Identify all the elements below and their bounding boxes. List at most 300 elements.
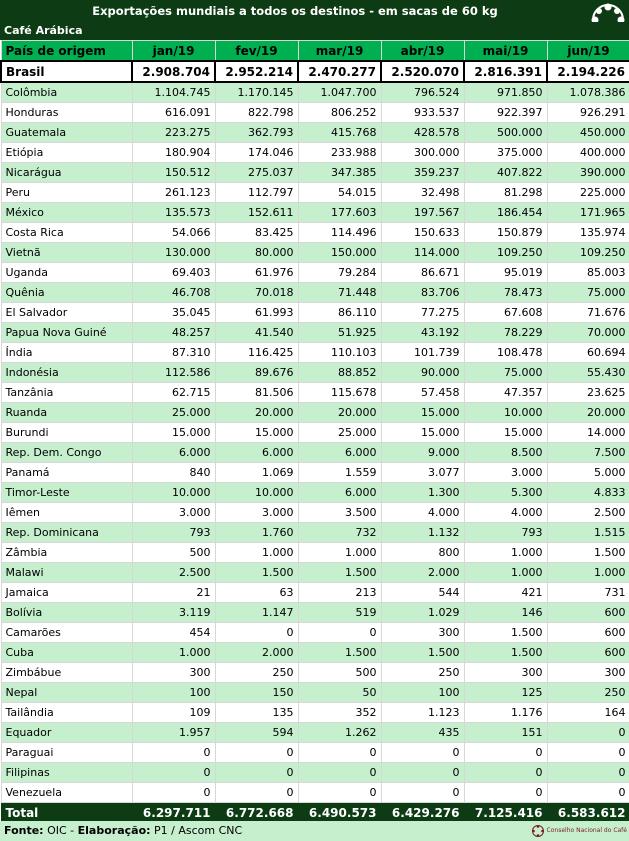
value-cell: 600 [547,643,629,663]
country-name: Ruanda [1,403,132,423]
value-cell: 1.760 [215,523,298,543]
value-cell: 5.300 [464,483,547,503]
value-cell: 130.000 [132,243,215,263]
country-name: Índia [1,343,132,363]
country-name: México [1,203,132,223]
value-cell: 51.925 [298,323,381,343]
table-row [1,143,629,163]
table-row [1,683,629,703]
value-cell: 2.194.226 [547,61,629,82]
value-cell: 1.000 [547,563,629,583]
value-cell: 428.578 [381,123,464,143]
table-row [1,203,629,223]
value-cell: 14.000 [547,423,629,443]
value-cell: 63 [215,583,298,603]
table-row [1,323,629,343]
value-cell: 822.798 [215,103,298,123]
table-row [1,303,629,323]
table-row [1,463,629,483]
value-cell: 6.000 [298,483,381,503]
value-cell: 3.500 [298,503,381,523]
value-cell: 1.078.386 [547,82,629,103]
country-name: Rep. Dem. Congo [1,443,132,463]
value-cell: 250 [547,683,629,703]
country-name: Colômbia [1,82,132,103]
value-cell: 23.625 [547,383,629,403]
value-cell: 95.019 [464,263,547,283]
value-cell: 0 [547,723,629,743]
value-cell: 114.000 [381,243,464,263]
column-header: mai/19 [464,41,547,62]
value-cell: 1.000 [298,543,381,563]
country-name: Bolívia [1,603,132,623]
value-cell: 0 [215,743,298,763]
value-cell: 0 [132,783,215,803]
value-cell: 435 [381,723,464,743]
exports-table [0,40,629,823]
value-cell: 300 [547,663,629,683]
country-name: Rep. Dominicana [1,523,132,543]
elaboration-value: P1 / Ascom CNC [154,824,243,837]
value-cell: 1.500 [464,643,547,663]
table-row [1,723,629,743]
value-cell: 177.603 [298,203,381,223]
page-title: Exportações mundiais a todos os destinos - em sacas de 60 kg [92,4,498,18]
value-cell: 75.000 [464,363,547,383]
value-cell: 20.000 [298,403,381,423]
value-cell: 15.000 [132,423,215,443]
value-cell: 0 [215,623,298,643]
value-cell: 2.816.391 [464,61,547,82]
value-cell: 1.000 [132,643,215,663]
value-cell: 25.000 [132,403,215,423]
value-cell: 67.608 [464,303,547,323]
value-cell: 55.430 [547,363,629,383]
value-cell: 43.192 [381,323,464,343]
value-cell: 15.000 [381,403,464,423]
total-value: 7.125.416 [464,803,547,823]
value-cell: 89.676 [215,363,298,383]
value-cell: 926.291 [547,103,629,123]
value-cell: 75.000 [547,283,629,303]
table-row [1,743,629,763]
value-cell: 48.257 [132,323,215,343]
country-name: Nepal [1,683,132,703]
value-cell: 6.000 [298,443,381,463]
value-cell: 0 [464,763,547,783]
value-cell: 83.425 [215,223,298,243]
value-cell: 46.708 [132,283,215,303]
value-cell: 100 [132,683,215,703]
total-value: 6.490.573 [298,803,381,823]
value-cell: 150 [215,683,298,703]
table-row [1,563,629,583]
source-label: Fonte: [4,824,44,837]
header-row [1,41,629,62]
value-cell: 135 [215,703,298,723]
value-cell: 150.000 [298,243,381,263]
value-cell: 223.275 [132,123,215,143]
value-cell: 793 [464,523,547,543]
country-name: Brasil [1,61,132,82]
value-cell: 0 [298,763,381,783]
country-name: Zâmbia [1,543,132,563]
value-cell: 2.500 [547,503,629,523]
value-cell: 616.091 [132,103,215,123]
value-cell: 1.029 [381,603,464,623]
table-row [1,82,629,103]
value-cell: 390.000 [547,163,629,183]
value-cell: 151 [464,723,547,743]
value-cell: 500.000 [464,123,547,143]
value-cell: 135.573 [132,203,215,223]
value-cell: 8.500 [464,443,547,463]
value-cell: 61.976 [215,263,298,283]
value-cell: 108.478 [464,343,547,363]
value-cell: 150.633 [381,223,464,243]
country-name: Venezuela [1,783,132,803]
value-cell: 600 [547,603,629,623]
country-name: Peru [1,183,132,203]
value-cell: 500 [298,663,381,683]
column-header: mar/19 [298,41,381,62]
country-name: Timor-Leste [1,483,132,503]
value-cell: 32.498 [381,183,464,203]
value-cell: 250 [381,663,464,683]
value-cell: 1.176 [464,703,547,723]
value-cell: 112.797 [215,183,298,203]
value-cell: 213 [298,583,381,603]
value-cell: 0 [132,763,215,783]
value-cell: 15.000 [381,423,464,443]
value-cell: 300 [381,623,464,643]
value-cell: 1.500 [298,643,381,663]
table-row [1,423,629,443]
value-cell: 1.500 [464,623,547,643]
value-cell: 86.671 [381,263,464,283]
value-cell: 500 [132,543,215,563]
value-cell: 80.000 [215,243,298,263]
value-cell: 35.045 [132,303,215,323]
value-cell: 110.103 [298,343,381,363]
total-row [1,803,629,823]
value-cell: 0 [547,783,629,803]
value-cell: 1.000 [215,543,298,563]
value-cell: 186.454 [464,203,547,223]
total-value: 6.772.668 [215,803,298,823]
value-cell: 114.496 [298,223,381,243]
value-cell: 21 [132,583,215,603]
value-cell: 78.229 [464,323,547,343]
table-row [1,763,629,783]
value-cell: 1.300 [381,483,464,503]
table-row-brasil [1,61,629,82]
table-row [1,503,629,523]
value-cell: 90.000 [381,363,464,383]
country-name: Vietnã [1,243,132,263]
table-row [1,543,629,563]
value-cell: 971.850 [464,82,547,103]
country-name: Jamaica [1,583,132,603]
value-cell: 544 [381,583,464,603]
value-cell: 197.567 [381,203,464,223]
value-cell: 101.739 [381,343,464,363]
table-row [1,103,629,123]
value-cell: 400.000 [547,143,629,163]
value-cell: 112.586 [132,363,215,383]
footer-logo-text: Conselho Nacional do Café [546,827,627,834]
value-cell: 70.000 [547,323,629,343]
elaboration-label: Elaboração: [77,824,151,837]
value-cell: 180.904 [132,143,215,163]
value-cell: 0 [132,743,215,763]
value-cell: 362.793 [215,123,298,143]
table-row [1,283,629,303]
country-name: Nicarágua [1,163,132,183]
value-cell: 109.250 [547,243,629,263]
value-cell: 4.000 [381,503,464,523]
column-header: jan/19 [132,41,215,62]
column-header: jun/19 [547,41,629,62]
value-cell: 225.000 [547,183,629,203]
table-row [1,223,629,243]
value-cell: 0 [215,783,298,803]
country-name: Cuba [1,643,132,663]
subtitle: Café Arábica [0,22,590,40]
value-cell: 78.473 [464,283,547,303]
value-cell: 731 [547,583,629,603]
value-cell: 109.250 [464,243,547,263]
value-cell: 421 [464,583,547,603]
country-name: Camarões [1,623,132,643]
value-cell: 415.768 [298,123,381,143]
value-cell: 3.000 [132,503,215,523]
value-cell: 83.706 [381,283,464,303]
value-cell: 3.077 [381,463,464,483]
table-row [1,183,629,203]
value-cell: 933.537 [381,103,464,123]
value-cell: 86.110 [298,303,381,323]
value-cell: 150.879 [464,223,547,243]
value-cell: 0 [464,743,547,763]
value-cell: 60.694 [547,343,629,363]
table-row [1,783,629,803]
value-cell: 2.500 [132,563,215,583]
value-cell: 347.385 [298,163,381,183]
value-cell: 152.611 [215,203,298,223]
footer [0,821,629,841]
value-cell: 3.000 [215,503,298,523]
value-cell: 70.018 [215,283,298,303]
value-cell: 85.003 [547,263,629,283]
value-cell: 0 [464,783,547,803]
value-cell: 1.515 [547,523,629,543]
value-cell: 171.965 [547,203,629,223]
value-cell: 1.170.145 [215,82,298,103]
value-cell: 300 [464,663,547,683]
value-cell: 796.524 [381,82,464,103]
value-cell: 109 [132,703,215,723]
country-name: Zimbábue [1,663,132,683]
value-cell: 1.047.700 [298,82,381,103]
value-cell: 1.500 [547,543,629,563]
value-cell: 15.000 [464,423,547,443]
value-cell: 164 [547,703,629,723]
value-cell: 3.000 [464,463,547,483]
value-cell: 7.500 [547,443,629,463]
country-name: Paraguai [1,743,132,763]
country-name: Malawi [1,563,132,583]
total-value: 6.583.612 [547,803,629,823]
value-cell: 233.988 [298,143,381,163]
column-header: fev/19 [215,41,298,62]
country-name: Papua Nova Guiné [1,323,132,343]
value-cell: 600 [547,623,629,643]
value-cell: 146 [464,603,547,623]
table-row [1,583,629,603]
country-name: Indonésia [1,363,132,383]
value-cell: 793 [132,523,215,543]
value-cell: 79.284 [298,263,381,283]
table-row [1,643,629,663]
value-cell: 800 [381,543,464,563]
value-cell: 261.123 [132,183,215,203]
value-cell: 20.000 [547,403,629,423]
value-cell: 1.000 [464,563,547,583]
value-cell: 4.833 [547,483,629,503]
value-cell: 300.000 [381,143,464,163]
value-cell: 20.000 [215,403,298,423]
value-cell: 1.500 [298,563,381,583]
country-name: Etiópia [1,143,132,163]
footer-separator: - [66,824,78,837]
value-cell: 125 [464,683,547,703]
source-value: OIC [47,824,67,837]
value-cell: 87.310 [132,343,215,363]
table-row [1,663,629,683]
value-cell: 54.066 [132,223,215,243]
value-cell: 54.015 [298,183,381,203]
table-row [1,163,629,183]
value-cell: 2.000 [381,563,464,583]
value-cell: 375.000 [464,143,547,163]
total-value: 6.297.711 [132,803,215,823]
table-row [1,363,629,383]
value-cell: 25.000 [298,423,381,443]
value-cell: 6.000 [132,443,215,463]
value-cell: 0 [547,763,629,783]
title-bar [0,0,629,22]
value-cell: 0 [298,783,381,803]
value-cell: 250 [215,663,298,683]
value-cell: 62.715 [132,383,215,403]
value-cell: 1.132 [381,523,464,543]
value-cell: 732 [298,523,381,543]
table-row [1,383,629,403]
value-cell: 454 [132,623,215,643]
table-row [1,443,629,463]
value-cell: 81.298 [464,183,547,203]
value-cell: 352 [298,703,381,723]
subtitle-filler [590,22,629,40]
value-cell: 10.000 [464,403,547,423]
value-cell: 116.425 [215,343,298,363]
value-cell: 1.559 [298,463,381,483]
country-name: Equador [1,723,132,743]
value-cell: 5.000 [547,463,629,483]
country-name: Guatemala [1,123,132,143]
value-cell: 1.500 [215,563,298,583]
value-cell: 1.123 [381,703,464,723]
value-cell: 115.678 [298,383,381,403]
table-row [1,523,629,543]
value-cell: 2.470.277 [298,61,381,82]
value-cell: 806.252 [298,103,381,123]
country-name: Iêmen [1,503,132,523]
footer-logo [531,821,627,841]
value-cell: 88.852 [298,363,381,383]
country-name: Burundi [1,423,132,443]
country-name: Quênia [1,283,132,303]
value-cell: 71.676 [547,303,629,323]
value-cell: 407.822 [464,163,547,183]
value-cell: 594 [215,723,298,743]
country-name: El Salvador [1,303,132,323]
table-row [1,623,629,643]
value-cell: 1.262 [298,723,381,743]
value-cell: 922.397 [464,103,547,123]
value-cell: 47.357 [464,383,547,403]
value-cell: 100 [381,683,464,703]
value-cell: 359.237 [381,163,464,183]
cnc-small-logo-icon [531,824,545,838]
table-row [1,263,629,283]
value-cell: 41.540 [215,323,298,343]
value-cell: 69.403 [132,263,215,283]
value-cell: 1.957 [132,723,215,743]
table-row [1,343,629,363]
country-name: Tailândia [1,703,132,723]
value-cell: 0 [381,783,464,803]
country-name: Panamá [1,463,132,483]
value-cell: 0 [381,763,464,783]
value-cell: 1.000 [464,543,547,563]
value-cell: 71.448 [298,283,381,303]
table-row [1,403,629,423]
value-cell: 57.458 [381,383,464,403]
value-cell: 9.000 [381,443,464,463]
value-cell: 840 [132,463,215,483]
value-cell: 275.037 [215,163,298,183]
value-cell: 1.104.745 [132,82,215,103]
country-name: Uganda [1,263,132,283]
table-row [1,603,629,623]
table-row [1,703,629,723]
value-cell: 61.993 [215,303,298,323]
value-cell: 81.506 [215,383,298,403]
value-cell: 3.119 [132,603,215,623]
value-cell: 6.000 [215,443,298,463]
value-cell: 10.000 [132,483,215,503]
value-cell: 2.000 [215,643,298,663]
value-cell: 10.000 [215,483,298,503]
value-cell: 2.520.070 [381,61,464,82]
column-header: abr/19 [381,41,464,62]
table-row [1,483,629,503]
table-row [1,243,629,263]
column-header: País de origem [1,41,132,62]
country-name: Costa Rica [1,223,132,243]
